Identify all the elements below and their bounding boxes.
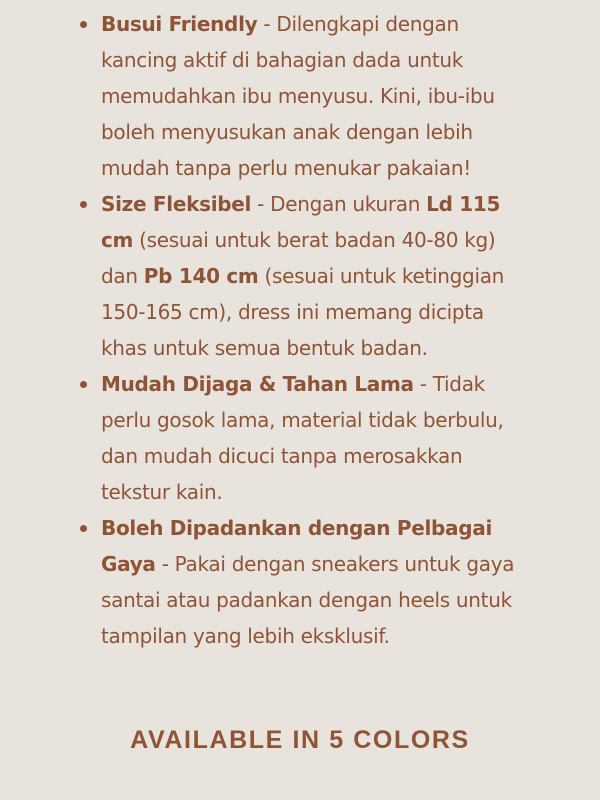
feature-description: (sesuai untuk berat badan 40-80 kg) dan <box>101 228 496 288</box>
feature-item-busui-friendly <box>78 6 518 186</box>
feature-title: Boleh Dipadankan dengan Pelbagai Gaya <box>101 516 493 576</box>
feature-description: - Dilengkapi dengan kancing aktif di bahagian dada untuk memudahkan ibu menyusu. Kini, ibu-ibu boleh menyusukan anak dengan lebih mudah tanpa perlu menukar pakaian! <box>101 12 495 180</box>
feature-item-boleh-dipadankan <box>78 510 518 654</box>
feature-item-size-fleksibel <box>78 186 518 366</box>
feature-description: - Dengan ukuran <box>251 192 427 216</box>
feature-description: - Tidak perlu gosok lama, material tidak berbulu, dan mudah dicuci tanpa merosakkan tekstur kain. <box>101 372 504 504</box>
length-measurement: Pb 140 cm <box>143 264 259 288</box>
bust-measurement: Ld 115 cm <box>101 192 501 252</box>
feature-title: Mudah Dijaga & Tahan Lama <box>101 372 414 396</box>
bullet-icon <box>80 381 87 388</box>
feature-list <box>78 6 518 654</box>
bullet-icon <box>80 21 87 28</box>
feature-item-mudah-dijaga <box>78 366 518 510</box>
bullet-icon <box>80 525 87 532</box>
available-colors-heading: AVAILABLE IN 5 COLORS <box>130 726 470 754</box>
feature-title: Size Fleksibel <box>101 192 252 216</box>
feature-description: (sesuai untuk ketinggian 150-165 cm), dress ini memang dicipta khas untuk semua bentuk badan. <box>101 264 505 360</box>
feature-title: Busui Friendly <box>101 12 258 36</box>
bullet-icon <box>80 201 87 208</box>
feature-description: - Pakai dengan sneakers untuk gaya santai atau padankan dengan heels untuk tampilan yang lebih eksklusif. <box>101 552 515 648</box>
